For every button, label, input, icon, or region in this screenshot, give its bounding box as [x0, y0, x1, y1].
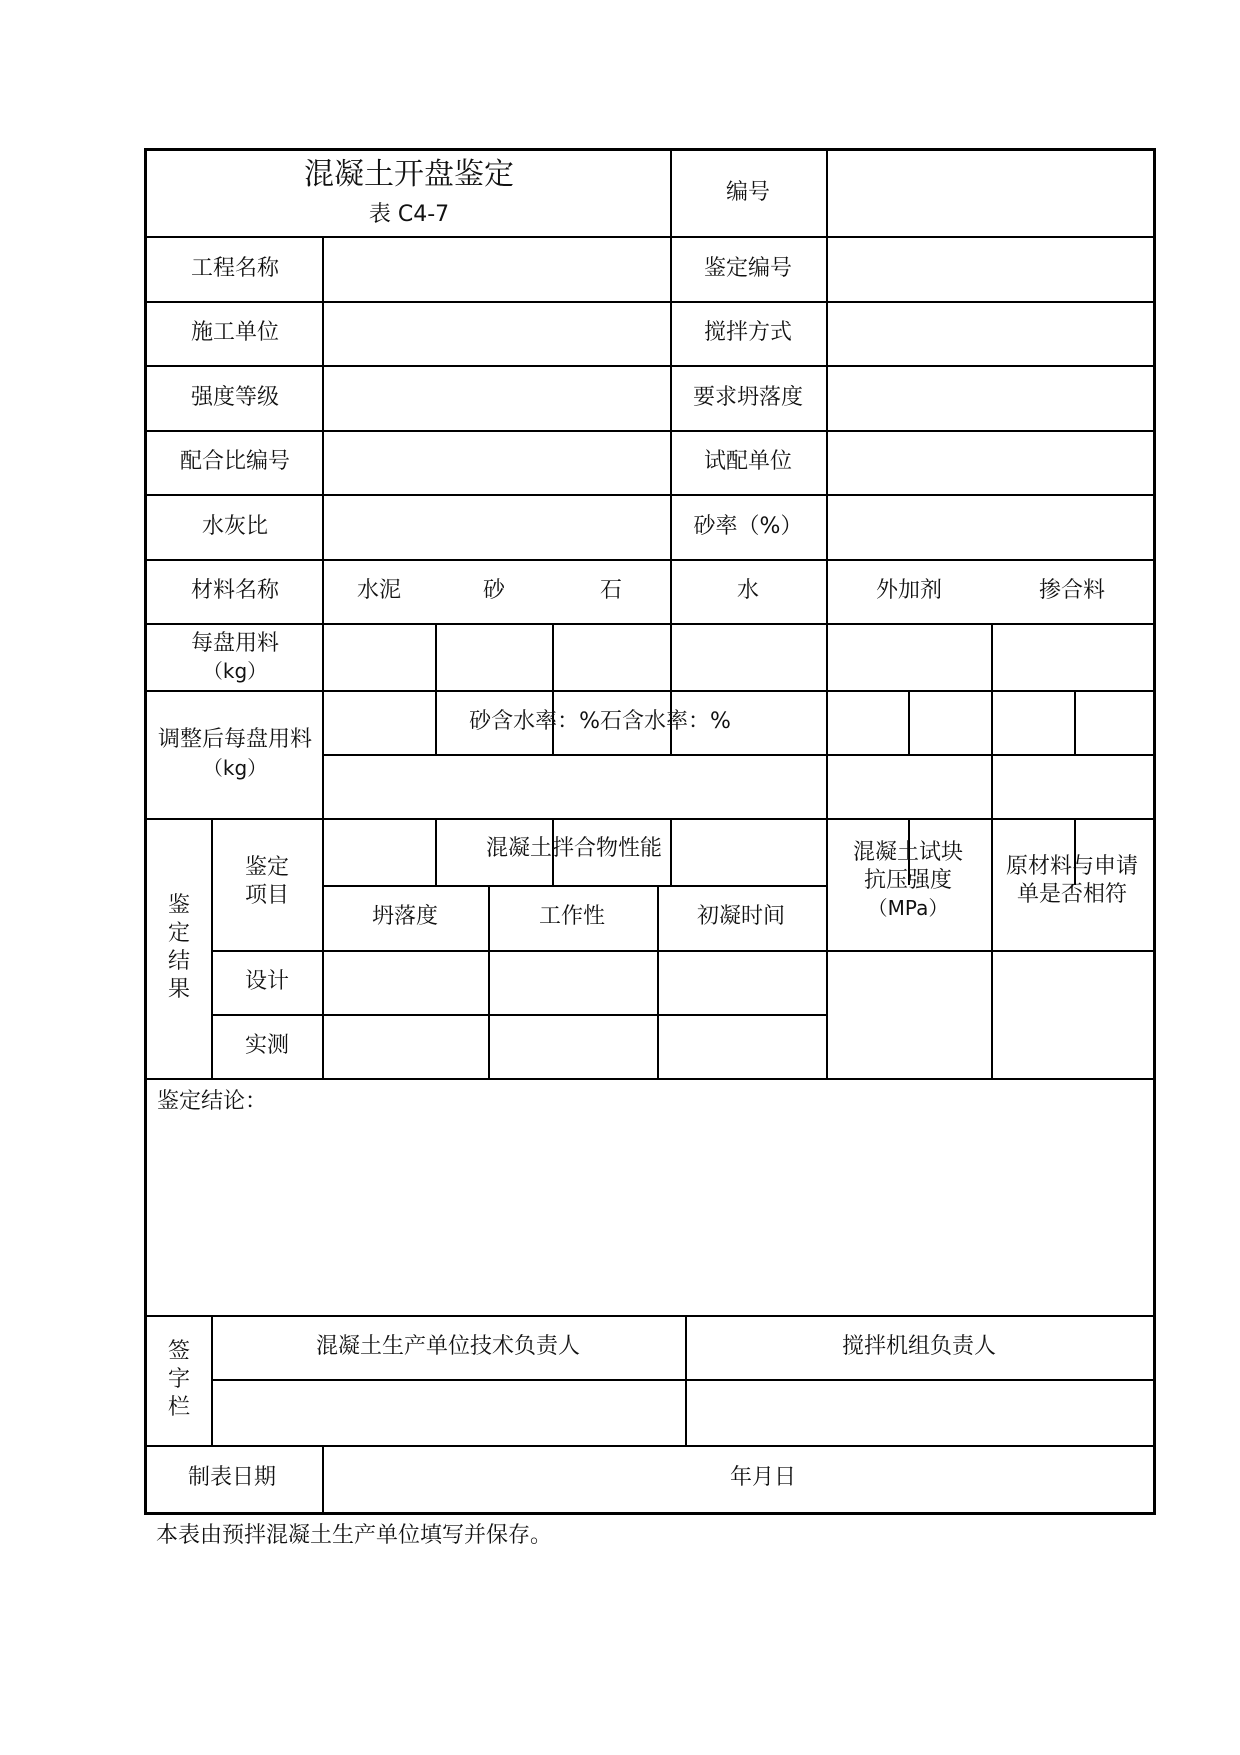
date-field[interactable]: 年月日: [729, 1465, 797, 1490]
project-name-label: 工程名称: [190, 256, 280, 281]
grid-line: [147, 1315, 1153, 1317]
material-water: 水: [736, 578, 760, 603]
construction-unit-label: 施工单位: [190, 320, 280, 345]
grid-line: [211, 950, 1153, 952]
material-stone: 石: [599, 578, 623, 603]
design-row-label: 设计: [244, 969, 290, 994]
grid-line: [657, 885, 659, 1078]
grid-line: [435, 623, 437, 754]
grid-line: [670, 818, 672, 885]
initial-set-header: 初凝时间: [696, 904, 786, 929]
mix-ratio-no-label: 配合比编号: [179, 449, 291, 474]
per-batch-label: 每盘用料: [190, 631, 280, 656]
grid-line: [147, 236, 1153, 238]
grid-line: [1074, 690, 1076, 754]
serial-label: 编号: [725, 180, 771, 205]
date-label: 制表日期: [187, 1465, 277, 1490]
grid-line: [908, 690, 910, 754]
per-batch-unit: （kg）: [202, 659, 268, 683]
grid-line: [147, 623, 1153, 625]
grid-line: [211, 1379, 1153, 1381]
material-addition: 掺合料: [1038, 578, 1106, 603]
match-header-2: 单是否相符: [1016, 882, 1128, 907]
strength-header-1: 混凝土试块: [852, 840, 964, 865]
mix-performance-header: 混凝土拌合物性能: [485, 836, 663, 861]
grid-line: [670, 151, 672, 754]
material-sand: 砂: [482, 578, 506, 603]
materials-header-label: 材料名称: [190, 578, 280, 603]
grid-line: [322, 1445, 324, 1512]
signature-side-label: 签字栏: [167, 1339, 190, 1420]
slump-header: 坍落度: [371, 904, 439, 929]
grid-line: [147, 690, 1153, 692]
strength-grade-label: 强度等级: [190, 385, 280, 410]
grid-line: [322, 754, 1153, 756]
match-header-1: 原材料与申请: [1005, 854, 1139, 879]
adjusted-unit: （kg）: [202, 756, 268, 780]
grid-line: [147, 818, 1153, 820]
grid-line: [147, 301, 1153, 303]
form-title: 混凝土开盘鉴定: [304, 157, 514, 192]
grid-line: [211, 1315, 213, 1445]
grid-line: [322, 236, 324, 1078]
appraisal-side-label: 鉴定结果: [167, 893, 190, 1002]
form-code: 表 C4-7: [368, 202, 450, 227]
grid-line: [147, 365, 1153, 367]
grid-line: [211, 818, 213, 1078]
measured-row-label: 实测: [244, 1033, 290, 1058]
water-cement-label: 水灰比: [201, 514, 269, 539]
grid-line: [147, 1078, 1153, 1080]
grid-line: [147, 430, 1153, 432]
appraisal-no-label: 鉴定编号: [703, 256, 793, 281]
grid-line: [488, 885, 490, 1078]
strength-header-unit: （MPa）: [867, 896, 949, 920]
grid-line: [147, 1445, 1153, 1447]
grid-line: [826, 151, 828, 1078]
grid-line: [322, 885, 826, 887]
footer-note: 本表由预拌混凝土生产单位填写并保存。: [156, 1523, 553, 1548]
appraisal-item-label-1: 鉴定: [244, 855, 290, 880]
grid-line: [435, 818, 437, 885]
grid-line: [147, 559, 1153, 561]
strength-header-2: 抗压强度: [863, 868, 953, 893]
grid-line: [211, 1014, 826, 1016]
conclusion-label: 鉴定结论：: [157, 1089, 268, 1114]
slump-required-label: 要求坍落度: [692, 385, 804, 410]
mixer-lead-header: 搅拌机组负责人: [841, 1334, 997, 1359]
sand-ratio-label: 砂率（%）: [693, 514, 803, 539]
adjusted-label: 调整后每盘用料: [157, 727, 313, 752]
tech-lead-header: 混凝土生产单位技术负责人: [315, 1334, 581, 1359]
grid-line: [685, 1315, 687, 1445]
material-cement: 水泥: [356, 578, 402, 603]
mixing-method-label: 搅拌方式: [703, 320, 793, 345]
grid-line: [991, 623, 993, 1078]
appraisal-item-label-2: 项目: [244, 883, 290, 908]
trial-unit-label: 试配单位: [703, 449, 793, 474]
moisture-line: 砂含水率：%石含水率：%: [469, 709, 731, 734]
grid-line: [147, 494, 1153, 496]
material-admixture: 外加剂: [875, 578, 943, 603]
workability-header: 工作性: [538, 904, 606, 929]
concrete-appraisal-form: [144, 148, 1156, 1515]
